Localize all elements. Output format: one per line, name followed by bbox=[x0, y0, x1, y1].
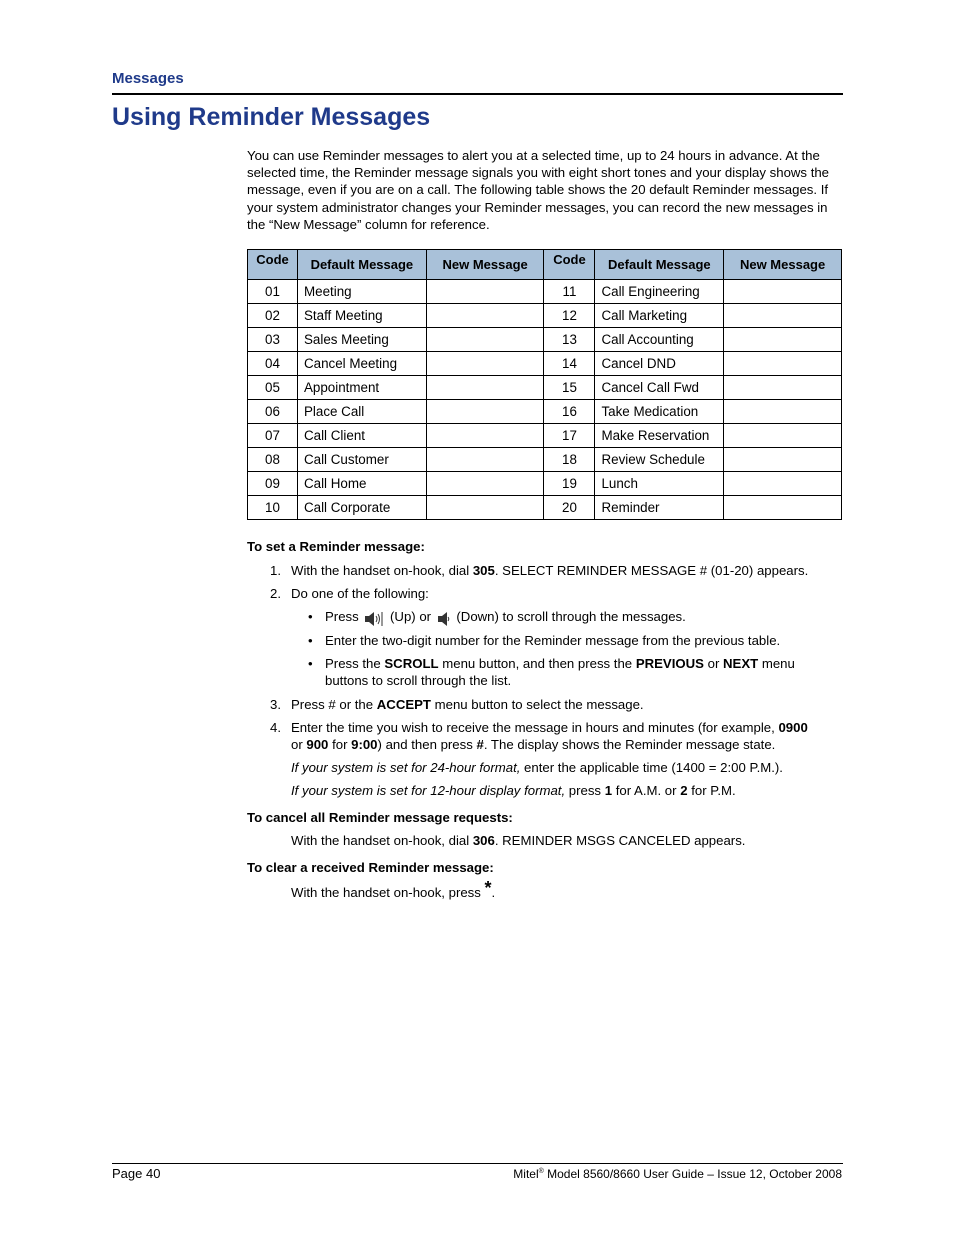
table-row bbox=[248, 496, 842, 520]
table-row bbox=[248, 400, 842, 424]
text: or bbox=[703, 656, 724, 671]
table-row bbox=[248, 328, 842, 352]
code-cell: 14 bbox=[544, 352, 595, 376]
new-message-cell bbox=[426, 328, 544, 352]
step-text bbox=[291, 719, 846, 753]
key-name: 2 bbox=[680, 783, 688, 798]
text: buttons to scroll through the list. bbox=[325, 673, 512, 688]
new-message-cell bbox=[426, 472, 544, 496]
document-info: Model 8560/8660 User Guide – Issue 12, October 2008 bbox=[543, 1167, 842, 1181]
bullet-dot: • bbox=[308, 633, 313, 648]
code-cell: 07 bbox=[248, 424, 298, 448]
code-cell: 16 bbox=[544, 400, 595, 424]
step-number: 4. bbox=[270, 720, 281, 735]
code-cell: 08 bbox=[248, 448, 298, 472]
default-message-cell: Sales Meeting bbox=[297, 328, 426, 352]
table-row bbox=[248, 472, 842, 496]
brand-name: Mitel bbox=[513, 1167, 539, 1181]
code-cell: 18 bbox=[544, 448, 595, 472]
new-message-cell bbox=[426, 496, 544, 520]
registered-mark: ® bbox=[538, 1168, 544, 1175]
step-2 bbox=[267, 585, 827, 602]
footer-rule bbox=[112, 1163, 843, 1164]
new-message-cell bbox=[724, 304, 842, 328]
column-header: Default Message bbox=[297, 250, 426, 280]
key-name: # bbox=[476, 737, 484, 752]
new-message-cell bbox=[724, 280, 842, 304]
footer-document-title bbox=[513, 1167, 842, 1181]
step-3 bbox=[267, 696, 827, 713]
code-cell: 05 bbox=[248, 376, 298, 400]
text: . SELECT REMINDER MESSAGE # (01-20) appears. bbox=[494, 563, 809, 578]
text: (Up) or bbox=[386, 609, 435, 624]
text: (Down) to scroll through the messages. bbox=[452, 609, 686, 624]
default-message-cell: Call Corporate bbox=[297, 496, 426, 520]
table-header-row bbox=[248, 250, 842, 280]
default-message-cell: Make Reservation bbox=[595, 424, 724, 448]
code-cell: 17 bbox=[544, 424, 595, 448]
new-message-cell bbox=[724, 472, 842, 496]
note-condition: If your system is set for 12-hour display format, bbox=[291, 783, 566, 798]
column-header: Default Message bbox=[595, 250, 724, 280]
bullet-dot: • bbox=[308, 656, 313, 671]
default-message-cell: Call Home bbox=[297, 472, 426, 496]
step-1 bbox=[267, 562, 847, 579]
dial-code: 305 bbox=[472, 563, 495, 578]
column-header: New Message bbox=[724, 250, 842, 280]
section-label: Messages bbox=[112, 70, 184, 87]
bullet-scroll-menu bbox=[308, 655, 838, 689]
cancel-reminder-text bbox=[291, 833, 745, 848]
text: Enter the time you wish to receive the message in hours and minutes (for example, bbox=[291, 720, 779, 735]
step-4 bbox=[267, 719, 847, 753]
code-cell: 10 bbox=[248, 496, 298, 520]
code-cell: 12 bbox=[544, 304, 595, 328]
menu-button-name: ACCEPT bbox=[376, 697, 431, 712]
text: ) and then press bbox=[377, 737, 477, 752]
example-time: 9:00 bbox=[351, 737, 378, 752]
new-message-cell bbox=[724, 400, 842, 424]
default-message-cell: Staff Meeting bbox=[297, 304, 426, 328]
code-cell: 02 bbox=[248, 304, 298, 328]
text: or bbox=[291, 737, 307, 752]
code-cell: 04 bbox=[248, 352, 298, 376]
volume-up-icon bbox=[364, 610, 384, 626]
column-header: New Message bbox=[426, 250, 544, 280]
table-row bbox=[248, 280, 842, 304]
new-message-cell bbox=[724, 328, 842, 352]
dial-code: 306 bbox=[472, 833, 495, 848]
text: . bbox=[491, 885, 496, 900]
note-24-hour bbox=[291, 760, 783, 775]
code-cell: 09 bbox=[248, 472, 298, 496]
bullet-text bbox=[325, 655, 840, 689]
text: Press bbox=[325, 609, 363, 624]
new-message-cell bbox=[426, 352, 544, 376]
new-message-cell bbox=[724, 448, 842, 472]
text: With the handset on-hook, press bbox=[291, 885, 485, 900]
new-message-cell bbox=[724, 352, 842, 376]
new-message-cell bbox=[724, 424, 842, 448]
table-row bbox=[248, 376, 842, 400]
default-message-cell: Meeting bbox=[297, 280, 426, 304]
text: for bbox=[328, 737, 352, 752]
text: Press # or the bbox=[291, 697, 377, 712]
step-number: 2. bbox=[270, 586, 281, 601]
text: . REMINDER MSGS CANCELED appears. bbox=[494, 833, 746, 848]
column-header: Code bbox=[544, 250, 595, 280]
bullet-text: Enter the two-digit number for the Reminder message from the previous table. bbox=[325, 633, 781, 648]
default-message-cell: Call Accounting bbox=[595, 328, 724, 352]
bullet-text bbox=[325, 608, 686, 626]
code-cell: 11 bbox=[544, 280, 595, 304]
text: Press the bbox=[325, 656, 385, 671]
default-message-cell: Take Medication bbox=[595, 400, 724, 424]
default-message-cell: Call Marketing bbox=[595, 304, 724, 328]
reminder-messages-table bbox=[247, 249, 842, 520]
new-message-cell bbox=[426, 448, 544, 472]
table-row bbox=[248, 424, 842, 448]
clear-reminder-text bbox=[291, 878, 496, 902]
table-row bbox=[248, 448, 842, 472]
volume-down-icon bbox=[437, 610, 451, 626]
new-message-cell bbox=[724, 376, 842, 400]
new-message-cell bbox=[426, 304, 544, 328]
header-rule bbox=[112, 93, 843, 95]
note-condition: If your system is set for 24-hour format, bbox=[291, 760, 521, 775]
step-text bbox=[291, 562, 808, 579]
text: With the handset on-hook, dial bbox=[291, 833, 473, 848]
default-message-cell: Call Customer bbox=[297, 448, 426, 472]
key-name: 1 bbox=[604, 783, 613, 798]
menu-button-name: PREVIOUS bbox=[635, 656, 704, 671]
default-message-cell: Cancel Call Fwd bbox=[595, 376, 724, 400]
text: menu button to select the message. bbox=[430, 697, 644, 712]
text: for A.M. or bbox=[612, 783, 681, 798]
default-message-cell: Call Client bbox=[297, 424, 426, 448]
bullet-scroll bbox=[308, 608, 838, 628]
clear-reminder-heading: To clear a received Reminder message: bbox=[247, 860, 494, 875]
default-message-cell: Lunch bbox=[595, 472, 724, 496]
menu-button-name: NEXT bbox=[723, 656, 759, 671]
new-message-cell bbox=[724, 496, 842, 520]
intro-paragraph: You can use Reminder messages to alert you at a selected time, up to 24 hours in advance. At the selected time, the Reminder message signals you with eight short tones and your display shows the message, even if you are on a call. The following table shows the 20 default Reminder messages. If your system administrator changes your Reminder messages, you can record the new messages in the “New Message” column for reference. bbox=[247, 148, 830, 232]
text: With the handset on-hook, dial bbox=[291, 563, 473, 578]
cancel-reminder-heading: To cancel all Reminder message requests: bbox=[247, 810, 513, 825]
star-key: * bbox=[484, 878, 492, 898]
example-time: 0900 bbox=[778, 720, 808, 735]
column-header: Code bbox=[248, 250, 298, 280]
table-row bbox=[248, 352, 842, 376]
default-message-cell: Call Engineering bbox=[595, 280, 724, 304]
example-time: 900 bbox=[306, 737, 329, 752]
set-reminder-heading: To set a Reminder message: bbox=[247, 539, 425, 554]
code-cell: 03 bbox=[248, 328, 298, 352]
code-cell: 06 bbox=[248, 400, 298, 424]
table-row bbox=[248, 304, 842, 328]
new-message-cell bbox=[426, 400, 544, 424]
new-message-cell bbox=[426, 280, 544, 304]
default-message-cell: Appointment bbox=[297, 376, 426, 400]
code-cell: 13 bbox=[544, 328, 595, 352]
step-number: 3. bbox=[270, 697, 281, 712]
menu-button-name: SCROLL bbox=[384, 656, 439, 671]
default-message-cell: Place Call bbox=[297, 400, 426, 424]
code-cell: 01 bbox=[248, 280, 298, 304]
text: for P.M. bbox=[687, 783, 736, 798]
step-text: Do one of the following: bbox=[291, 586, 429, 601]
text: menu bbox=[758, 656, 795, 671]
note-12-hour bbox=[291, 783, 736, 798]
step-text bbox=[291, 696, 644, 713]
code-cell: 15 bbox=[544, 376, 595, 400]
default-message-cell: Reminder bbox=[595, 496, 724, 520]
text: . The display shows the Reminder message state. bbox=[483, 737, 776, 752]
default-message-cell: Cancel DND bbox=[595, 352, 724, 376]
code-cell: 20 bbox=[544, 496, 595, 520]
text: enter the applicable time (1400 = 2:00 P.M.). bbox=[520, 760, 783, 775]
default-message-cell: Review Schedule bbox=[595, 448, 724, 472]
step-number: 1. bbox=[270, 563, 281, 578]
new-message-cell bbox=[426, 376, 544, 400]
bullet-enter-number bbox=[308, 632, 838, 649]
text: menu button, and then press the bbox=[438, 656, 636, 671]
text: press bbox=[565, 783, 605, 798]
default-message-cell: Cancel Meeting bbox=[297, 352, 426, 376]
bullet-dot: • bbox=[308, 609, 313, 624]
new-message-cell bbox=[426, 424, 544, 448]
page-number: Page 40 bbox=[112, 1166, 161, 1181]
code-cell: 19 bbox=[544, 472, 595, 496]
page-title: Using Reminder Messages bbox=[112, 103, 431, 131]
